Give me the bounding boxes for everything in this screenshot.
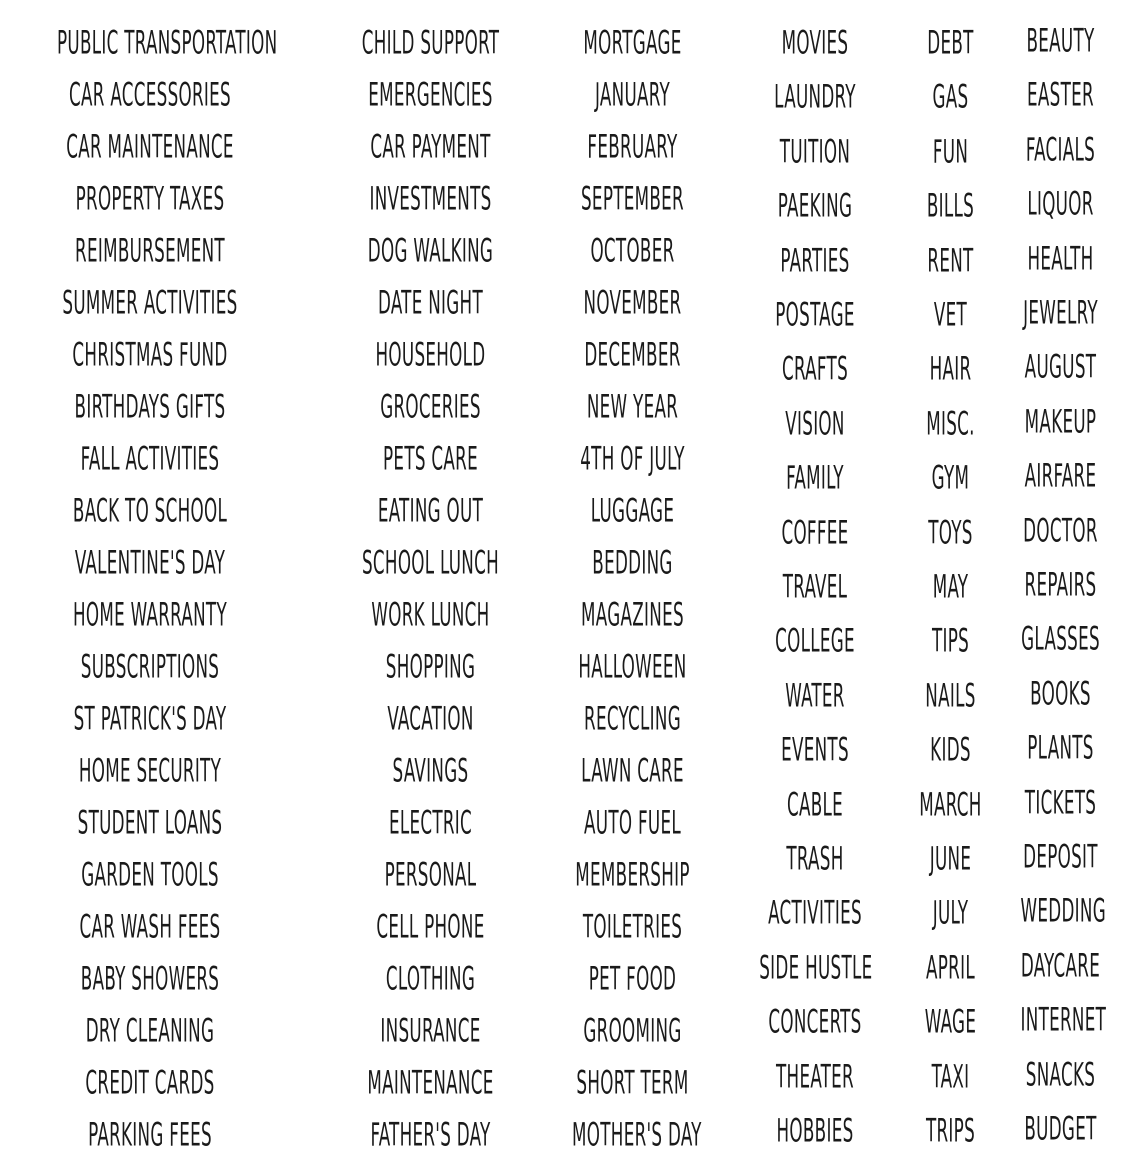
word-label: FALL ACTIVITIES xyxy=(80,440,220,479)
word-label: GLASSES xyxy=(1021,620,1100,659)
word-label: CHILD SUPPORT xyxy=(361,24,500,63)
word-label: CAR WASH FEES xyxy=(79,908,221,947)
word-label: EATING OUT xyxy=(377,492,484,531)
column-6 xyxy=(996,0,1125,1172)
word-label: INSURANCE xyxy=(380,1012,481,1051)
word-label: SCHOOL LUNCH xyxy=(361,544,500,583)
word-label: GROOMING xyxy=(583,1012,682,1051)
word-label: NOVEMBER xyxy=(583,284,682,323)
word-label: HAIR xyxy=(929,350,972,389)
word-label: GYM xyxy=(931,459,970,498)
word-label: TRIPS xyxy=(925,1112,976,1151)
word-label: AIRFARE xyxy=(1024,457,1097,496)
word-label: DEPOSIT xyxy=(1023,838,1098,877)
word-label: JULY xyxy=(932,894,969,933)
word-label: LAUNDRY xyxy=(774,78,856,117)
word-label: AUGUST xyxy=(1024,348,1097,387)
word-label: CLOTHING xyxy=(385,960,476,999)
word-label: CRAFTS xyxy=(781,350,849,389)
word-label: SIDE HUSTLE xyxy=(759,949,873,988)
word-label: COFFEE xyxy=(781,514,849,552)
word-label: BIRTHDAYS GIFTS xyxy=(74,388,226,427)
word-label: GAS xyxy=(932,78,969,117)
word-label: INTERNET xyxy=(1020,1001,1107,1040)
word-label: NEW YEAR xyxy=(586,388,679,427)
word-label: EASTER xyxy=(1027,76,1094,115)
word-label: REPAIRS xyxy=(1024,566,1097,605)
word-label: GROCERIES xyxy=(380,388,481,427)
word-label: REIMBURSEMENT xyxy=(75,232,225,271)
word-label: TIPS xyxy=(931,622,970,661)
word-label: LAWN CARE xyxy=(581,752,684,791)
word-label: TUITION xyxy=(779,133,851,172)
word-label: SHORT TERM xyxy=(576,1064,689,1103)
word-label: WORK LUNCH xyxy=(371,596,490,635)
word-label: DOG WALKING xyxy=(367,232,494,271)
word-label: SUBSCRIPTIONS xyxy=(80,648,220,687)
word-label: HOUSEHOLD xyxy=(375,336,486,375)
word-label: WAGE xyxy=(924,1003,977,1042)
word-label: JANUARY xyxy=(594,76,671,115)
word-label: AUTO FUEL xyxy=(584,804,681,843)
word-label: HEALTH xyxy=(1027,240,1094,278)
column-4 xyxy=(725,0,905,1172)
word-label: MOVIES xyxy=(781,24,849,63)
word-label: VET xyxy=(933,296,968,335)
word-label: DEBT xyxy=(927,24,974,63)
word-label: CONCERTS xyxy=(768,1003,862,1042)
word-label: MAGAZINES xyxy=(581,596,684,635)
word-label: VACATION xyxy=(387,700,474,739)
word-label: FAMILY xyxy=(786,459,844,498)
word-label: OCTOBER xyxy=(590,232,675,271)
word-label: RECYCLING xyxy=(584,700,681,739)
word-label: CAR ACCESSORIES xyxy=(69,76,231,115)
word-label: PAEKING xyxy=(777,187,853,226)
word-label: FUN xyxy=(932,133,969,172)
word-label: CAR MAINTENANCE xyxy=(66,128,234,167)
word-label: DAYCARE xyxy=(1020,947,1101,986)
word-label: TOILETRIES xyxy=(582,908,683,947)
word-label: LIQUOR xyxy=(1027,185,1094,224)
word-label: DECEMBER xyxy=(584,336,681,375)
word-label: HOME WARRANTY xyxy=(73,596,227,635)
word-label: SEPTEMBER xyxy=(581,180,684,219)
word-label: SNACKS xyxy=(1025,1056,1096,1094)
word-label: TRASH xyxy=(786,840,844,879)
word-label: MAINTENANCE xyxy=(367,1064,494,1103)
word-label: MAY xyxy=(932,568,969,607)
word-label: GARDEN TOOLS xyxy=(81,856,219,895)
word-label: BACK TO SCHOOL xyxy=(72,492,228,531)
word-label: MORTGAGE xyxy=(583,24,682,63)
word-label: NAILS xyxy=(925,677,976,716)
word-label: MOTHER'S DAY xyxy=(572,1116,702,1155)
word-label: EVENTS xyxy=(781,731,849,770)
word-label: KIDS xyxy=(930,731,971,770)
word-label: BILLS xyxy=(926,187,975,226)
word-label: WEDDING xyxy=(1020,892,1106,931)
word-label: FEBRUARY xyxy=(587,128,678,167)
word-label: BEAUTY xyxy=(1026,22,1095,61)
word-label: INVESTMENTS xyxy=(369,180,492,219)
word-label: CHRISTMAS FUND xyxy=(72,336,228,375)
word-label: ST PATRICK'S DAY xyxy=(73,700,227,739)
word-label: BEDDING xyxy=(592,544,673,583)
word-label: PERSONAL xyxy=(384,856,477,895)
word-label: TICKETS xyxy=(1024,784,1097,822)
word-label: PUBLIC TRANSPORTATION xyxy=(57,24,278,63)
word-label: CAR PAYMENT xyxy=(370,128,491,167)
word-label: TRAVEL xyxy=(782,568,848,607)
word-label: MARCH xyxy=(919,786,982,824)
word-label: MEMBERSHIP xyxy=(575,856,690,895)
word-label: CELL PHONE xyxy=(376,908,485,947)
word-label: COLLEGE xyxy=(775,622,855,661)
word-label: ELECTRIC xyxy=(388,804,473,843)
word-label: BUDGET xyxy=(1024,1110,1097,1149)
word-label: DOCTOR xyxy=(1023,512,1098,550)
word-label: BOOKS xyxy=(1030,675,1091,714)
word-label: THEATER xyxy=(776,1058,854,1096)
word-label: MAKEUP xyxy=(1024,403,1097,442)
word-label: PET FOOD xyxy=(588,960,677,999)
word-label: TOYS xyxy=(928,514,973,552)
word-label: WATER xyxy=(785,677,845,716)
word-label: DATE NIGHT xyxy=(378,284,483,323)
word-label: VISION xyxy=(785,405,845,444)
column-2 xyxy=(318,0,543,1172)
word-label: PETS CARE xyxy=(383,440,478,479)
word-label: EMERGENCIES xyxy=(368,76,493,115)
word-label: CREDIT CARDS xyxy=(85,1064,215,1103)
word-label: PLANTS xyxy=(1027,729,1094,768)
word-label: APRIL xyxy=(926,949,975,988)
word-label: 4TH OF JULY xyxy=(580,440,685,479)
word-label: MISC. xyxy=(926,405,975,444)
word-label: HOME SECURITY xyxy=(78,752,222,791)
word-label: BABY SHOWERS xyxy=(80,960,220,999)
column-5 xyxy=(898,0,1003,1172)
word-label: SHOPPING xyxy=(385,648,476,687)
word-label: ACTIVITIES xyxy=(768,894,862,933)
word-label: SUMMER ACTIVITIES xyxy=(62,284,238,323)
word-label: PARKING FEES xyxy=(88,1116,212,1155)
word-label: LUGGAGE xyxy=(590,492,675,531)
word-label: PROPERTY TAXES xyxy=(75,180,225,219)
word-label: JUNE xyxy=(929,840,972,879)
column-3 xyxy=(535,0,730,1172)
word-label: HALLOWEEN xyxy=(578,648,687,687)
word-label: POSTAGE xyxy=(775,296,855,335)
word-label: JEWELRY xyxy=(1023,294,1098,333)
word-label: RENT xyxy=(927,242,974,280)
word-label: FATHER'S DAY xyxy=(370,1116,491,1155)
word-label: FACIALS xyxy=(1025,131,1096,170)
column-1 xyxy=(0,0,300,1172)
word-label: STUDENT LOANS xyxy=(77,804,223,843)
word-label: HOBBIES xyxy=(776,1112,854,1151)
word-label: CABLE xyxy=(786,786,844,824)
word-label: PARTIES xyxy=(780,242,850,280)
word-label: SAVINGS xyxy=(392,752,469,791)
word-label: DRY CLEANING xyxy=(85,1012,215,1051)
word-label: VALENTINE'S DAY xyxy=(74,544,226,583)
word-label: TAXI xyxy=(931,1058,970,1096)
